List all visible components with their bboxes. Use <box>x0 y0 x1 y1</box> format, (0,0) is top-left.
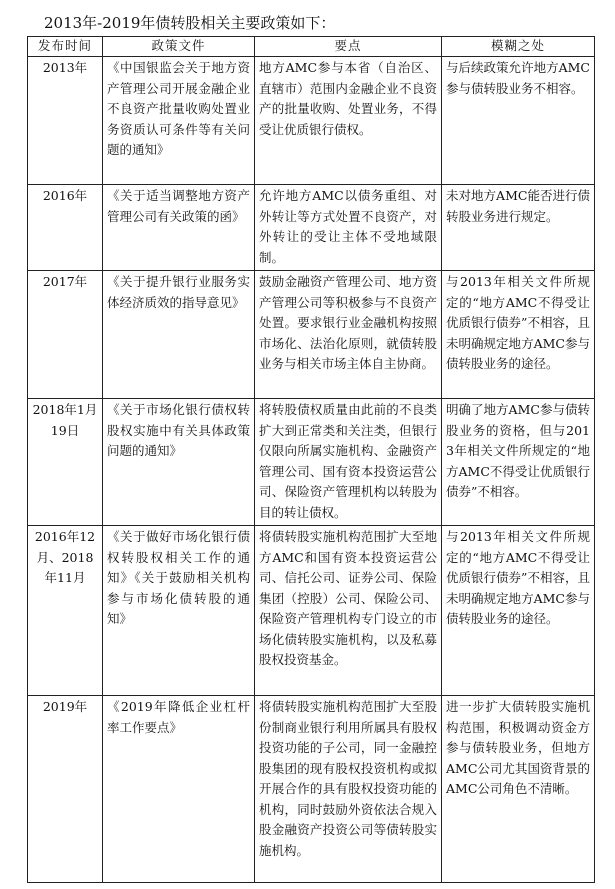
row-date: 2018年1月19日 <box>28 399 103 526</box>
header-ambiguity: 模糊之处 <box>442 37 595 57</box>
page-title: 2013年-2019年债转股相关主要政策如下： <box>44 14 336 32</box>
table-row <box>28 185 595 271</box>
row-ambiguity: 与后续政策允许地方AMC参与债转股业务不相容。 <box>442 57 595 185</box>
table-row <box>28 526 595 696</box>
row-points: 将债转股实施机构范围扩大至股份制商业银行利用所属具有股权投资功能的子公司，同一金融控股集团的现有股权投资机构或拟开展合作的具有股权投资功能的机构，同时鼓励外资依法合规入股金融资产投资公司等债转股实施机构。 <box>255 696 442 883</box>
row-ambiguity: 明确了地方AMC参与债转股业务的资格，但与2013年相关文件所规定的“地方AMC不得受让优质银行债券”不相容。 <box>442 399 595 526</box>
header-document: 政策文件 <box>103 37 255 57</box>
row-document: 《关于做好市场化银行债权转股权相关工作的通知》《关于鼓励相关机构参与市场化债转股的通知》 <box>103 526 255 696</box>
table-row <box>28 271 595 399</box>
table-row <box>28 399 595 526</box>
row-document: 《2019年降低企业杠杆率工作要点》 <box>103 696 255 883</box>
row-date: 2016年12月、2018年11月 <box>28 526 103 696</box>
policy-table <box>27 36 595 883</box>
row-document: 《关于市场化银行债权转股权实施中有关具体政策问题的通知》 <box>103 399 255 526</box>
row-ambiguity: 与2013年相关文件所规定的“地方AMC不得受让优质银行债券”不相容，且未明确规定地方AMC参与债转股业务的途径。 <box>442 526 595 696</box>
row-date: 2019年 <box>28 696 103 883</box>
header-points: 要点 <box>255 37 442 57</box>
row-points: 将转股债权质量由此前的不良类扩大到正常类和关注类，但银行仅限向所属实施机构、金融资产管理公司、国有资本投资运营公司、保险资产管理机构以转股为目的转让债权。 <box>255 399 442 526</box>
row-date: 2017年 <box>28 271 103 399</box>
row-points: 鼓励金融资产管理公司、地方资产管理公司等积极参与不良资产处置。要求银行业金融机构按照市场化、法治化原则，就债转股业务与相关市场主体自主协商。 <box>255 271 442 399</box>
header-date: 发布时间 <box>28 37 103 57</box>
table-row <box>28 696 595 883</box>
row-points: 允许地方AMC以债务重组、对外转让等方式处置不良资产，对外转让的受让主体不受地域限制。 <box>255 185 442 271</box>
row-document: 《关于提升银行业服务实体经济质效的指导意见》 <box>103 271 255 399</box>
row-points: 地方AMC参与本省（自治区、直辖市）范围内金融企业不良资产的批量收购、处置业务，不得受让优质银行债权。 <box>255 57 442 185</box>
row-points: 将债转股实施机构范围扩大至地方AMC和国有资本投资运营公司、信托公司、证券公司、保险集团（控股）公司、保险公司、保险资产管理机构专门设立的市场化债转股实施机构，以及私募股权投资基金。 <box>255 526 442 696</box>
row-document: 《关于适当调整地方资产管理公司有关政策的函》 <box>103 185 255 271</box>
row-ambiguity: 与2013年相关文件所规定的“地方AMC不得受让优质银行债券”不相容，且未明确规定地方AMC参与债转股业务的途径。 <box>442 271 595 399</box>
table-header-row <box>28 37 595 57</box>
row-date: 2016年 <box>28 185 103 271</box>
row-document: 《中国银监会关于地方资产管理公司开展金融企业不良资产批量收购处置业务资质认可条件等有关问题的通知》 <box>103 57 255 185</box>
row-ambiguity: 未对地方AMC能否进行债转股业务进行规定。 <box>442 185 595 271</box>
row-date: 2013年 <box>28 57 103 185</box>
table-row <box>28 57 595 185</box>
row-ambiguity: 进一步扩大债转股实施机构范围，积极调动资金方参与债转股业务，但地方AMC公司尤其国资背景的AMC公司角色不清晰。 <box>442 696 595 883</box>
